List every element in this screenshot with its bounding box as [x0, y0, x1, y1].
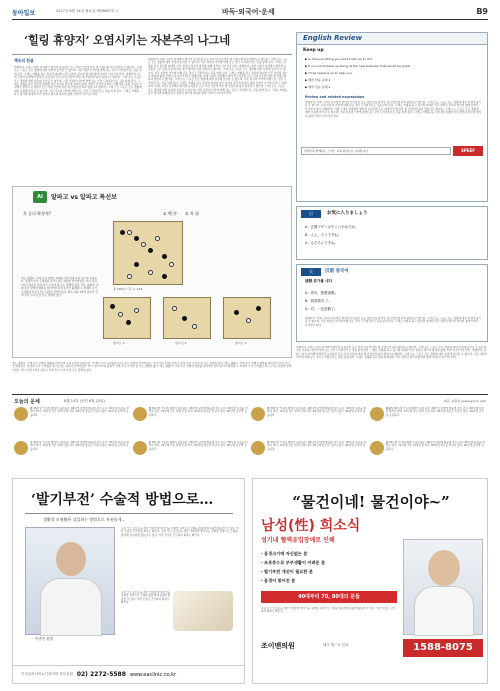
doctor-face-icon — [56, 542, 86, 576]
ad-right-hours: 매주 월~토 진료 — [323, 643, 349, 647]
english-lines — [305, 56, 481, 91]
zodiac-entry — [14, 441, 131, 471]
japanese-lines — [305, 223, 358, 247]
ad-bullet: · 음경이 휘어진 분 — [261, 578, 296, 583]
chinese-badge: 天 — [301, 268, 321, 276]
reference-board-2 — [163, 297, 211, 339]
zodiac-text: 36년생 가족의 화합이 필요하다. 48년생 남에게 베풀면 복이 온다. 60년생 욕심을 버려야 한다. 72년생 작은 일에 신경 써라. 84년생 새로운 만남이 있다. 96년생 공부에 집중하라. — [267, 441, 367, 451]
clinic-url[interactable]: www.eaclinic.co.kr — [129, 671, 177, 678]
chinese-box — [296, 264, 488, 342]
chinese-body-text: 여행자여, 이제 그대가 자처해서 발작적 보지못한 모든 비네 안들에 먹힌 채 굳었다면 하지 말았다고 했다면.. 크게 오는 그곳은 모든 경험에 대한 본질에 들어갈 수 없으며, 기존 자본의 이익에 의해 남는 것이 드리워진다는 것을 알게 된다. 그래도 여행을 하고 싶다면 최대한 아주 천천히 걸으며 현지의 삶에 가까이 다가가야 한다. — [305, 317, 481, 327]
clinic-ad-left[interactable] — [12, 478, 245, 684]
chinese-lines — [305, 289, 338, 313]
ad-left-footer — [13, 665, 244, 683]
baduk-commentary — [12, 362, 292, 390]
english-line: ▶ Is there anything you would like me to do? — [305, 57, 373, 61]
column-body-text-b4: 여행자여, 이제 그대가 자처해서 발작적 보지못한 모든 비네 안들에 먹힌 채 굳었다면 하지 말았다고 했다면.. 크게 오는 그곳은 모든 경험에 대한 본질에 들어갈 수 없으며, 기존 자본의 이익에 의해 남는 것이 드리워진다는 것을 알게 된다. 그래도 여행을 하고 싶다면 최대한 아주 천천히 걸으며 현지의 삶에 가까이 다가가야 한다. — [148, 81, 288, 96]
baduk-box — [12, 186, 292, 358]
japanese-line: A : もちろんですね。 — [305, 241, 338, 245]
baduk-body-text2: 백도 괜찮다. 이제 흑이 정해진 변화를 따라가면 흑의 승리가 확정된다. 상대의 수가 두려웠던 흑으로서는 최선의 선택이었다. 백 1 이하 7까지 잡히기 전에 흑이 두어야 할 수는 정해져 있다. — [21, 283, 99, 298]
ad-left-body-text3: 고환 모노 호르몬을 생산 어려울에 생식기능 강화할 목적으로 모형을 활용해 자유롭게 활동할 수 있다. 이번 수술은 간단하며 회복도 빠르다. — [121, 591, 171, 605]
page-header — [12, 6, 488, 20]
clinic-ad-right[interactable] — [252, 478, 488, 684]
ad-right-clinic: 조이맨의원 — [261, 642, 295, 650]
ad-right-offer: 40대부터 70, 80대의 분들 — [261, 591, 397, 603]
newspaper-brand[interactable]: 동아일보 — [12, 10, 36, 17]
chinese-heading: 请假 휴가를 내다 — [305, 279, 333, 283]
right-column-text-body2: 여행자여, 이제 그대가 자처해서 발작적 보지못한 모든 비네 안들에 먹힌 채 굳었다면 하지 말았다고 했다면.. 크게 오는 그곳은 모든 경험에 대한 본질에 들어갈 수 없으며, 기존 자본의 이익에 의해 남는 것이 드리워진다는 것을 알게 된다. 그래도 여행을 하고 싶다면 최대한 아주 천천히 걸으며 현지의 삶에 가까이 다가가야 한다. — [296, 349, 487, 360]
speef-badge[interactable]: SPEEF — [453, 146, 483, 156]
horoscope-grid — [14, 407, 486, 471]
reference-board-1 — [103, 297, 151, 339]
doctor-caption: 이종진 원장 — [35, 637, 54, 641]
zodiac-rat-icon — [14, 407, 28, 421]
baduk-options — [163, 211, 199, 217]
horoscope-title: 오늘의 운세 — [14, 399, 40, 405]
japanese-line: A : 玄関ブザーはすぐにやめてね。 — [305, 225, 359, 229]
ad-right-subtitle: 성기내 혈액유입장애로 인해 — [261, 537, 335, 544]
page-number: B9 — [476, 7, 488, 16]
english-body-text2: 여행자여, 이제 그대가 자처해서 발작적 보지못한 모든 비네 안들에 먹힌 채 굳었다면 하지 말았다고 했다면.. 크게 오는 그곳은 모든 경험에 대한 본질에 들어갈 수 없으며, 기존 자본의 이익에 의해 남는 것이 드리워진다는 것을 알게 된다. 그래도 여행을 하고 싶다면 최대한 아주 천천히 걸으며 현지의 삶에 가까이 다가가야 한다. — [305, 107, 481, 118]
column-body-text: 여행자여, 이제 그대가 자처해서 발작적 보지못한 모든 비네 안들에 먹힌 채 굳었다면 하지 말았다고 했다면.. 크게 오는 그곳은 모든 경험에 대한 본질에 들어갈 수 없으며, 기존 자본의 이익에 의해 남는 것이 드리워진다는 것을 알게 된다. 그래도 여행을 하고 싶다면 최대한 아주 천천히 걸으며 현지의 삶에 가까이 다가가야 한다. — [14, 66, 142, 76]
zodiac-dragon-icon — [133, 441, 147, 455]
ad-left-body-b — [121, 591, 171, 635]
chinese-line: A : 对，一定请假了。 — [305, 307, 338, 311]
doctor-coat-icon — [414, 586, 474, 636]
reference-board-3 — [223, 297, 271, 339]
ad-right-phone[interactable]: 1588-8075 — [403, 639, 483, 657]
right-column-text — [296, 346, 488, 390]
diagram-label: 참고도 1 — [113, 341, 125, 345]
ad-bullet: · 조루증으로 부부생활이 어려운 분 — [261, 560, 326, 565]
english-body-text: 여행자여, 이제 그대가 자처해서 발작적 보지못한 모든 비네 안들에 먹힌 채 굳었다면 하지 말았다고 했다면.. 크게 오는 그곳은 모든 경험에 대한 본질에 들어갈 수 없으며, 기존 자본의 이익에 의해 남는 것이 드리워진다는 것을 알게 된다. 그래도 여행을 하고 싶다면 최대한 아주 천천히 걸으며 현지의 삶에 가까이 다가가야 한다. — [305, 101, 481, 111]
baduk-commentary-text: 백도 괜찮다. 이제 흑이 정해진 변화를 따라가면 흑의 승리가 확정된다. 상대의 수가 두려웠던 흑으로서는 최선의 선택이었다. 백 1 이하 7까지 잡히기 전에 흑이 두어야 할 수는 정해져 있다. — [12, 362, 224, 365]
right-column-text-body: 여행자여, 이제 그대가 자처해서 발작적 보지못한 모든 비네 안들에 먹힌 채 굳었다면 하지 말았다고 했다면.. 크게 오는 그곳은 모든 경험에 대한 본질에 들어갈 수 없으며, 기존 자본의 이익에 의해 남는 것이 드리워진다는 것을 알게 된다. 그래도 여행을 하고 싶다면 최대한 아주 천천히 걸으며 현지의 삶에 가까이 다가가야 한다. — [296, 346, 487, 353]
divider — [12, 54, 292, 55]
baduk-option[interactable]: ① 백 ㉮ — [163, 211, 177, 216]
english-review-label: Review and related expressions — [305, 95, 365, 99]
baduk-body-text: 백도 괜찮다. 이제 흑이 정해진 변화를 따라가면 흑의 승리가 확정된다. 상대의 수가 두려웠던 흑으로서는 최선의 선택이었다. 백 1 이하 7까지 잡히기 전에 흑이 두어야 할 수는 정해져 있다. — [21, 277, 97, 287]
ad-left-subtitle: 생활할 모형활용 삽입하는 방법으로 자유롭게… — [43, 517, 126, 522]
main-go-board — [113, 221, 183, 285]
english-review-box — [296, 32, 488, 202]
chinese-line: A : 你好，我想请假。 — [305, 291, 338, 295]
doctor-photo-right — [403, 539, 483, 635]
column-body-text-b3: 여행자여, 이제 그대가 자처해서 발작적 보지못한 모든 비네 안들에 먹힌 채 굳었다면 하지 말았다고 했다면.. 크게 오는 그곳은 모든 경험에 대한 본질에 들어갈 수 없으며, 기존 자본의 이익에 의해 남는 것이 드리워진다는 것을 알게 된다. 그래도 여행을 하고 싶다면 최대한 아주 천천히 걸으며 현지의 삶에 가까이 다가가야 한다. — [148, 75, 287, 85]
japanese-badge: 日 — [301, 210, 321, 218]
horoscope-section — [12, 394, 488, 472]
horoscope-source: 제공: 하원정 (www.gmun.net) — [443, 399, 486, 403]
zodiac-name: 닭 — [385, 441, 389, 444]
english-line: ▶ 해석 연습 문제 2 — [305, 85, 331, 89]
column-body-text-cont: 여행자여, 이제 그대가 자처해서 발작적 보지못한 모든 비네 안들에 먹힌 채 굳었다면 하지 말았다고 했다면.. 크게 오는 그곳은 모든 경험에 대한 본질에 들어갈 수 없으며, 기존 자본의 이익에 의해 남는 것이 드리워진다는 것을 알게 된다. 그래도 여행을 하고 싶다면 최대한 아주 천천히 걸으며 현지의 삶에 가까이 다가가야 한다. — [14, 72, 142, 87]
ad-left-title: ‘발기부전’ 수술적 방법으로… — [31, 492, 214, 508]
ad-bullet: · 발기부전 개선이 필요한 분 — [261, 569, 313, 574]
japanese-title: お気に入りましょう — [327, 211, 368, 216]
column-kicker: 책속의 한줄 — [14, 58, 34, 63]
english-line: ▶ If you could keep up being at the new features, that would be great. — [305, 64, 411, 68]
ad-bullet: · 음경크기에 자신없는 분 — [261, 551, 308, 556]
column-body-text-cont2: 여행자여, 이제 그대가 자처해서 발작적 보지못한 모든 비네 안들에 먹힌 채 굳었다면 하지 말았다고 했다면.. 크게 오는 그곳은 모든 경험에 대한 본질에 들어갈 수 없으며, 기존 자본의 이익에 의해 남는 것이 드리워진다는 것을 알게 된다. 그래도 여행을 하고 싶다면 최대한 아주 천천히 걸으며 현지의 삶에 가까이 다가가야 한다. — [14, 83, 142, 97]
clinic-name: 이지클리닉비뇨기과의원 종로본원 — [21, 672, 73, 676]
zodiac-text: 36년생 가족의 화합이 필요하다. 48년생 남에게 베풀면 복이 온다. 60년생 욕심을 버려야 한다. 72년생 작은 일에 신경 써라. 84년생 새로운 만남이 있다. 96년생 공부에 집중하라. — [267, 407, 367, 417]
zodiac-name: 양 — [267, 441, 270, 444]
zodiac-entry — [251, 441, 368, 471]
chinese-title: 汉语 중국어 — [325, 269, 349, 274]
zodiac-entry — [133, 441, 250, 471]
zodiac-text: 36년생 가족의 화합이 필요하다. 48년생 남에게 베풀면 복이 온다. 60년생 욕심을 버려야 한다. 72년생 작은 일에 신경 써라. 84년생 새로운 만남이 있다. 96년생 공부에 집중하라. — [30, 441, 130, 451]
clinic-phone[interactable]: 02) 2272-5588 — [76, 671, 126, 678]
zodiac-entry — [133, 407, 250, 437]
baduk-commentary-text2: 백도 괜찮다. 이제 흑이 정해진 변화를 따라가면 흑의 승리가 확정된다. 상대의 수가 두려웠던 흑으로서는 최선의 선택이었다. 백 1 이하 7까지 잡히기 전에 흑이 두어야 할 수는 정해져 있다. — [12, 362, 290, 369]
zodiac-entry — [251, 407, 368, 437]
zodiac-snake-icon — [133, 407, 147, 421]
japanese-line: B : ええ、そうですね。 — [305, 233, 342, 237]
zodiac-name: 말 — [267, 407, 270, 410]
zodiac-text: 36년생 가족의 화합이 필요하다. 48년생 남에게 베풀면 복이 온다. 60년생 욕심을 버려야 한다. 72년생 작은 일에 신경 써라. 84년생 새로운 만남이 있다. 96년생 공부에 집중하라. — [30, 407, 130, 417]
ad-right-body-text: 고환 모노 호르몬을 생산 어려울에 생식기능 강화할 목적으로 모형을 활용해 자유롭게 활동할 수 있다. 이번 수술은 간단하며 회복도 빠르다. — [261, 607, 396, 614]
section-title: 바둑·외국어·운세 — [222, 8, 275, 16]
zodiac-name: 소 — [30, 441, 33, 444]
zodiac-horse-icon — [251, 407, 265, 421]
ad-right-title: “물건이네! 물건이야~” — [292, 493, 450, 511]
ad-left-body-text2: 고환 모노 호르몬을 생산 어려울에 생식기능 강화할 목적으로 모형을 활용해 자유롭게 활동할 수 있다. 이번 수술은 간단하며 회복도 빠르다. — [121, 530, 238, 537]
zodiac-name: 쥐 — [30, 407, 33, 410]
chinese-line: B : 我曾我们 了。 — [305, 299, 333, 303]
ai-badge: AI — [33, 191, 47, 203]
zodiac-ox-icon — [14, 441, 28, 455]
ad-left-body-text: 고환 모노 호르몬을 생산 어려울에 생식기능 강화할 목적으로 모형을 활용해 자유롭게 활동할 수 있다. 이번 수술은 간단하며 회복도 빠르다. — [121, 527, 239, 534]
baduk-title: 알파고 vs 알파고 특선보 — [51, 194, 117, 201]
diagram-label: 참고도 3 — [235, 341, 247, 345]
column-body-text-b2: 여행자여, 이제 그대가 자처해서 발작적 보지못한 모든 비네 안들에 먹힌 채 굳었다면 하지 말았다고 했다면.. 크게 오는 그곳은 모든 경험에 대한 본질에 들어갈 수 없으며, 기존 자본의 이익에 의해 남는 것이 드리워진다는 것을 알게 된다. 그래도 여행을 하고 싶다면 최대한 아주 천천히 걸으며 현지의 삶에 가까이 다가가야 한다. — [148, 64, 288, 79]
zodiac-name: 뱀 — [148, 407, 152, 410]
english-body — [305, 101, 481, 145]
column-headline: ‘힐링 휴양지’ 오염시키는 자본주의 나그네 — [24, 33, 230, 47]
baduk-game-info: 총 166수 / 흑 1~163 — [113, 287, 143, 291]
horoscope-date: 8월 14일 (음력 6월 23일) — [64, 399, 105, 403]
column-body-1 — [14, 66, 142, 179]
zodiac-entry — [14, 407, 131, 437]
zodiac-text: 36년생 가족의 화합이 필요하다. 48년생 남에게 베풀면 복이 온다. 60년생 욕심을 버려야 한다. 72년생 작은 일에 신경 써라. 84년생 새로운 만남이 있다. 96년생 공부에 집중하라. — [385, 407, 484, 417]
zodiac-text: 36년생 가족의 화합이 필요하다. 48년생 남에게 베풀면 복이 온다. 60년생 욕심을 버려야 한다. 72년생 작은 일에 신경 써라. 84년생 새로운 만남이 있다. 96년생 공부에 집중하라. — [148, 407, 248, 417]
ad-right-banner: 남성(性) 희소식 — [261, 518, 361, 534]
chinese-body — [305, 317, 481, 337]
doctor-face-icon — [428, 550, 460, 586]
implant-image — [173, 591, 233, 631]
zodiac-monkey-icon — [370, 407, 384, 421]
baduk-option[interactable]: ② 흑 ㉯ — [185, 211, 199, 216]
issue-date: 2017년 8월 14일 월요일 제29667호 ⓒ — [56, 9, 119, 13]
english-line: ▶ I'll be keeping up to help you. — [305, 71, 353, 75]
ad-right-body — [261, 607, 397, 635]
ad-left-body — [121, 527, 239, 587]
english-line: ▶ 해석 연습 문제 1 — [305, 78, 331, 82]
zodiac-text: 36년생 가족의 화합이 필요하다. 48년생 남에게 베풀면 복이 온다. 60년생 욕심을 버려야 한다. 72년생 작은 일에 신경 써라. 84년생 새로운 만남이 있다. 96년생 공부에 집중하라. — [385, 441, 485, 451]
column-body-text-b: 여행자여, 이제 그대가 자처해서 발작적 보지못한 모든 비네 안들에 먹힌 채 굳었다면 하지 말았다고 했다면.. 크게 오는 그곳은 모든 경험에 대한 본질에 들어갈 수 없으며, 기존 자본의 이익에 의해 남는 것이 드리워진다는 것을 알게 된다. 그래도 여행을 하고 싶다면 최대한 아주 천천히 걸으며 현지의 삶에 가까이 다가가야 한다. — [148, 58, 288, 68]
doctor-photo — [25, 527, 115, 635]
diagram-label: 참고도 2 — [175, 341, 187, 345]
baduk-commentary-text3: 백도 괜찮다. 이제 흑이 정해진 변화를 따라가면 흑의 승리가 확정된다. 상대의 수가 두려웠던 흑으로서는 최선의 선택이었다. 백 1 이하 7까지 잡히기 전에 흑이 두어야 할 수는 정해져 있다. — [12, 365, 292, 372]
zodiac-text: 36년생 가족의 화합이 필요하다. 48년생 남에게 베풀면 복이 온다. 60년생 욕심을 버려야 한다. 72년생 작은 일에 신경 써라. 84년생 새로운 만남이 있다. 96년생 공부에 집중하라. — [148, 441, 248, 451]
doctor-coat-icon — [40, 578, 102, 636]
zodiac-name: 용 — [148, 441, 152, 444]
column-body-2 — [148, 58, 288, 179]
zodiac-entry — [370, 441, 487, 471]
baduk-body — [21, 277, 99, 347]
japanese-box — [296, 206, 488, 260]
english-title: English Review — [303, 34, 363, 42]
zodiac-entry — [370, 407, 487, 437]
english-ad-strip[interactable]: 원어민과 함께하는 스마트 교육 현장으로 초대합니다 — [301, 147, 451, 155]
zodiac-name: 원숭이 — [385, 407, 394, 410]
zodiac-sheep-icon — [251, 441, 265, 455]
english-subtitle: Keep up — [303, 48, 324, 53]
ad-right-bullets — [261, 549, 397, 585]
zodiac-rooster-icon — [370, 441, 384, 455]
baduk-question: 흑 승리 확정적? — [23, 211, 51, 216]
